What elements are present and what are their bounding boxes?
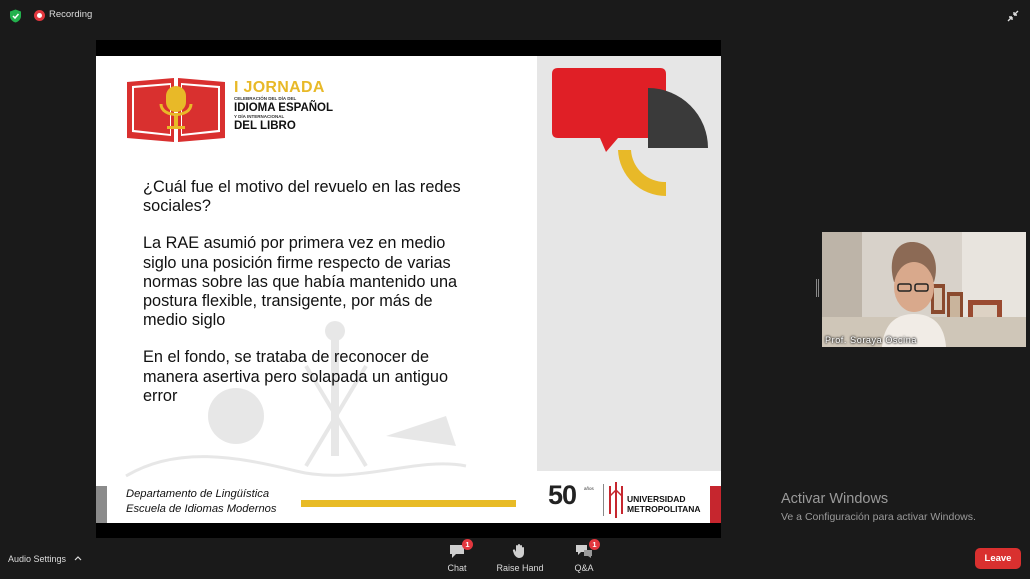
qa-badge: 1: [589, 539, 600, 550]
recording-label[interactable]: Recording: [49, 9, 93, 20]
logo-subtitle-1: CELEBRACIÓN DEL DÍA DEL: [234, 96, 297, 101]
footer-gold-bar: [301, 500, 516, 507]
panel-resize-handle[interactable]: [816, 279, 819, 297]
university-logo: [548, 478, 701, 523]
slide-paragraph: ¿Cuál fue el motivo del revuelo en las redes sociales?: [143, 178, 461, 216]
chat-icon: [448, 540, 470, 559]
university-name-line2: METROPOLITANA: [627, 504, 701, 514]
participant-name: Prof. Soraya Oscina: [825, 335, 917, 345]
presentation-slide: [96, 56, 721, 523]
logo-subtitle-2: Y DÍA INTERNACIONAL: [234, 114, 285, 119]
slide-body: [143, 178, 473, 424]
jornada-logo-book-icon: [127, 74, 225, 142]
university-name-line1: UNIVERSIDAD: [627, 494, 686, 504]
chat-button[interactable]: [427, 540, 487, 577]
school-name: Escuela de Idiomas Modernos: [126, 503, 277, 515]
watermark-title: Activar Windows: [781, 491, 889, 507]
windows-activation-watermark: [781, 491, 976, 523]
university-name: [627, 494, 701, 514]
department-name: Departamento de Lingüística: [126, 488, 270, 500]
footer-red-accent: [710, 486, 721, 523]
speech-bubble-decoration: [550, 68, 712, 198]
recording-icon: [34, 10, 45, 21]
logo-libro: DEL LIBRO: [234, 120, 296, 132]
footer-gray-accent: [96, 486, 107, 523]
top-bar: [0, 0, 1030, 32]
shield-check-icon[interactable]: [9, 9, 22, 23]
participant-video[interactable]: [822, 232, 1026, 347]
watermark-subtitle: Ve a Configuración para activar Windows.: [781, 511, 976, 523]
slide-paragraph: La RAE asumió por primera vez en medio siglo una posición firme respecto de varias normas sobre las que había mantenido una postura flexible, transigente, por más de medio siglo: [143, 234, 458, 330]
chat-badge: 1: [462, 539, 473, 550]
anniversary-caption: años: [584, 486, 594, 491]
hand-icon: [511, 543, 529, 559]
leave-button[interactable]: Leave: [975, 548, 1021, 569]
university-emblem-icon: [607, 482, 625, 518]
qa-label: Q&A: [574, 563, 594, 573]
qa-button[interactable]: [554, 540, 614, 577]
logo-title: I JORNADA: [234, 79, 325, 96]
jornada-logo-text: [234, 80, 364, 132]
anniversary-number: 50: [548, 480, 577, 510]
audio-settings-button[interactable]: Audio Settings: [8, 554, 67, 564]
participant-video-feed: [822, 232, 1026, 347]
logo-idioma: IDIOMA ESPAÑOL: [234, 102, 334, 114]
raise-hand-label: Raise Hand: [496, 563, 544, 573]
logo-divider: [603, 484, 604, 516]
qa-icon: [575, 540, 597, 559]
chat-label: Chat: [447, 563, 467, 573]
raise-hand-button[interactable]: [490, 543, 550, 577]
chevron-up-icon[interactable]: [74, 555, 82, 561]
slide-footer-text: [126, 487, 277, 517]
exit-fullscreen-icon[interactable]: [1005, 8, 1021, 24]
slide-paragraph: En el fondo, se trataba de reconocer de manera asertiva pero solapada un antiguo error: [143, 348, 449, 405]
